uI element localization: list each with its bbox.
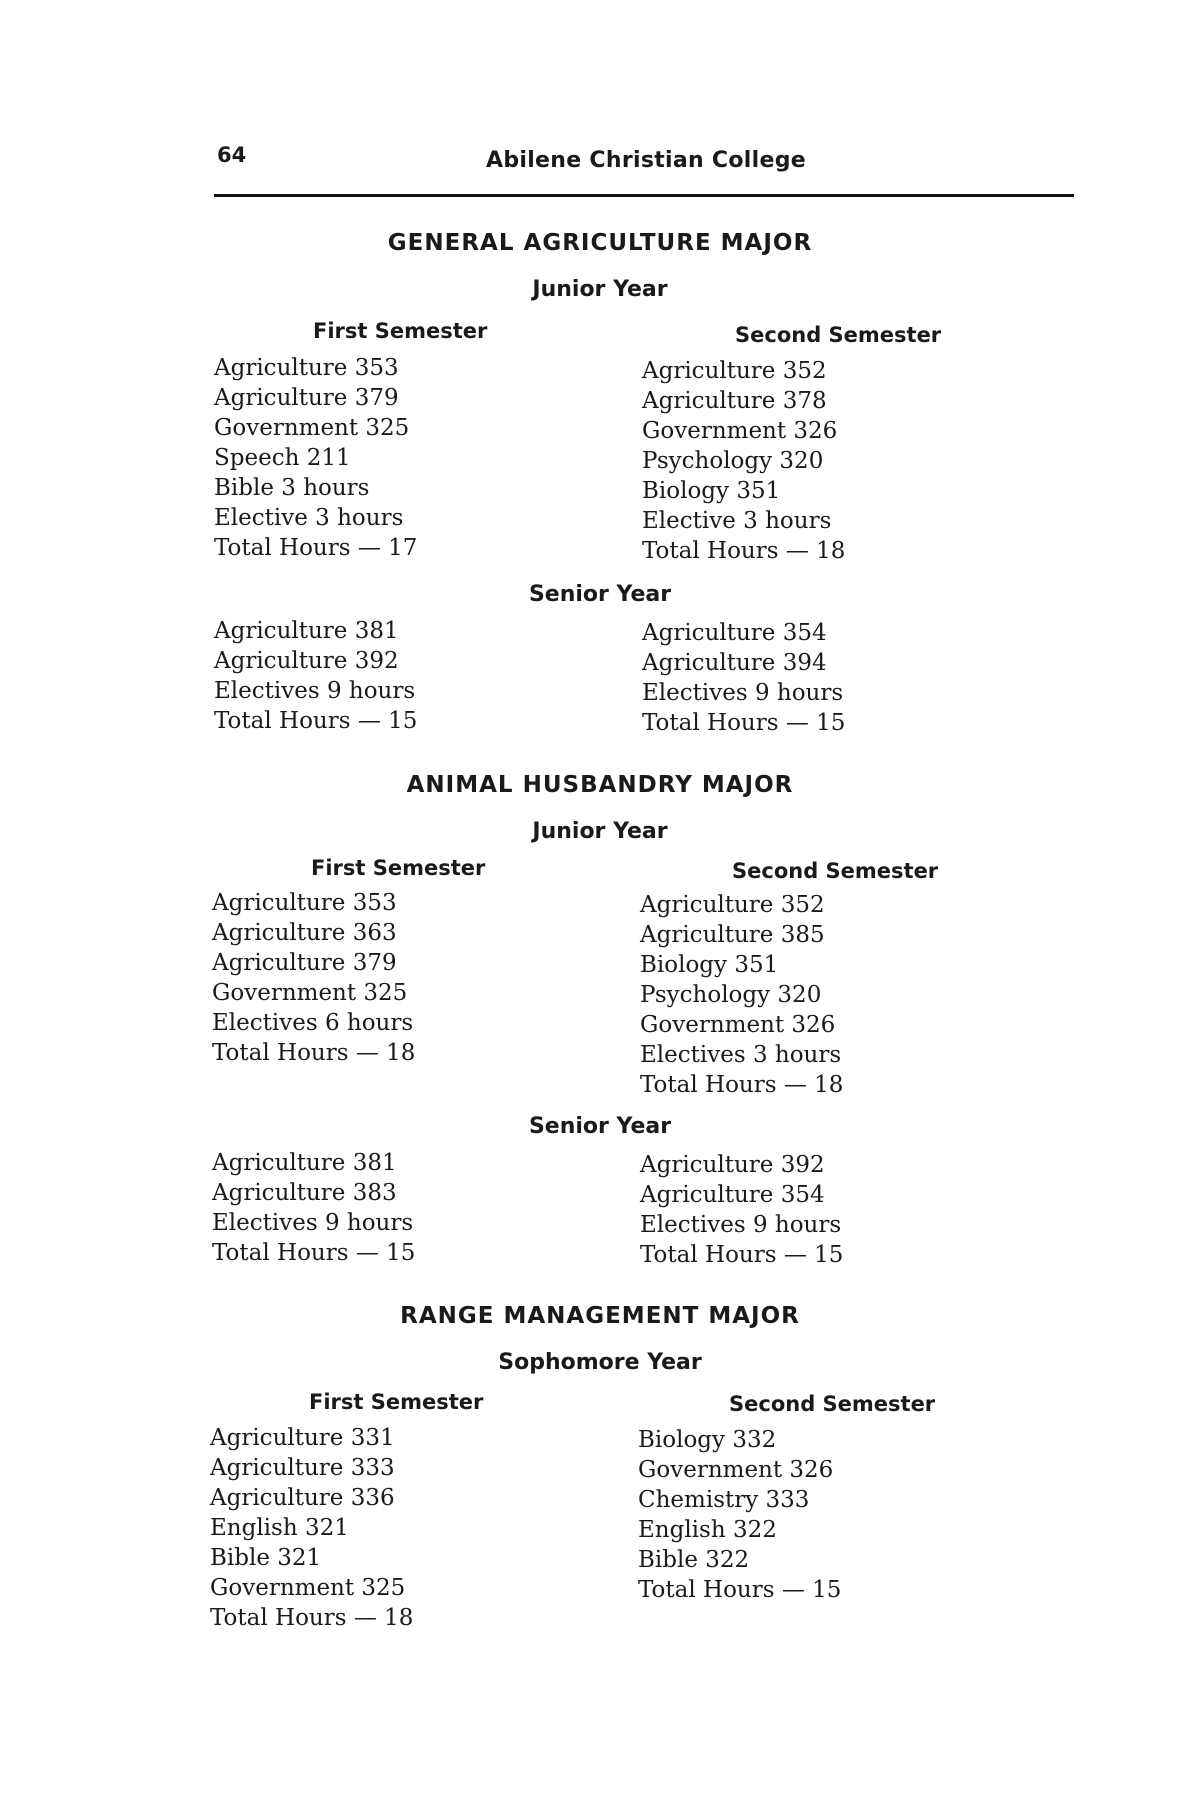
course-item: Government 325 bbox=[210, 1575, 406, 1601]
animal-junior-year-label: Junior Year bbox=[532, 819, 668, 844]
gen-ag-junior-first-semester-courses bbox=[214, 353, 417, 563]
course-item: Government 326 bbox=[642, 418, 838, 444]
range-first-semester-courses bbox=[210, 1423, 413, 1633]
course-item: Total Hours — 15 bbox=[214, 708, 418, 734]
course-item: Total Hours — 15 bbox=[642, 710, 846, 736]
course-item: Government 325 bbox=[212, 980, 408, 1006]
course-item: Psychology 320 bbox=[640, 982, 822, 1008]
gen-ag-junior-first-semester-heading: First Semester bbox=[313, 319, 488, 343]
range-management-major-title: RANGE MANAGEMENT MAJOR bbox=[400, 1303, 800, 1329]
animal-junior-first-semester-courses bbox=[212, 888, 415, 1068]
course-item: Electives 9 hours bbox=[640, 1212, 842, 1238]
course-item: Agriculture 379 bbox=[214, 385, 399, 411]
course-item: Electives 9 hours bbox=[212, 1210, 414, 1236]
course-item: Speech 211 bbox=[214, 445, 351, 471]
course-item: Agriculture 363 bbox=[212, 920, 397, 946]
course-item: Total Hours — 18 bbox=[210, 1605, 414, 1631]
course-item: Psychology 320 bbox=[642, 448, 824, 474]
range-second-semester-heading: Second Semester bbox=[729, 1392, 936, 1416]
course-item: Total Hours — 18 bbox=[212, 1040, 416, 1066]
animal-junior-second-semester-courses bbox=[640, 890, 843, 1100]
course-item: Electives 6 hours bbox=[212, 1010, 414, 1036]
gen-ag-senior-first-semester-courses bbox=[214, 616, 417, 736]
course-item: Electives 3 hours bbox=[640, 1042, 842, 1068]
course-item: Bible 322 bbox=[638, 1547, 750, 1573]
course-item: Bible 3 hours bbox=[214, 475, 370, 501]
course-item: Total Hours — 18 bbox=[640, 1072, 844, 1098]
animal-junior-second-semester-heading: Second Semester bbox=[732, 859, 939, 883]
gen-ag-senior-second-semester-courses bbox=[642, 618, 845, 738]
course-item: Government 325 bbox=[214, 415, 410, 441]
course-item: Total Hours — 17 bbox=[214, 535, 418, 561]
course-item: Total Hours — 15 bbox=[638, 1577, 842, 1603]
range-second-semester-courses bbox=[638, 1425, 841, 1605]
course-item: Electives 9 hours bbox=[642, 680, 844, 706]
course-item: Agriculture 353 bbox=[212, 890, 397, 916]
animal-senior-year-label: Senior Year bbox=[528, 1114, 672, 1139]
course-item: Agriculture 379 bbox=[212, 950, 397, 976]
course-item: Agriculture 336 bbox=[210, 1485, 395, 1511]
course-item: Biology 351 bbox=[642, 478, 781, 504]
course-item: Total Hours — 15 bbox=[212, 1240, 416, 1266]
course-item: Agriculture 353 bbox=[214, 355, 399, 381]
gen-ag-junior-second-semester-courses bbox=[642, 356, 845, 566]
course-item: Agriculture 385 bbox=[640, 922, 825, 948]
animal-senior-second-semester-courses bbox=[640, 1150, 843, 1270]
course-item: Biology 351 bbox=[640, 952, 779, 978]
course-item: Bible 321 bbox=[210, 1545, 322, 1571]
animal-husbandry-major-title: ANIMAL HUSBANDRY MAJOR bbox=[406, 772, 794, 798]
header-rule bbox=[214, 194, 1074, 197]
course-item: Chemistry 333 bbox=[638, 1487, 810, 1513]
range-sophomore-year-label: Sophomore Year bbox=[498, 1350, 702, 1375]
course-item: Elective 3 hours bbox=[214, 505, 404, 531]
range-first-semester-heading: First Semester bbox=[309, 1390, 484, 1414]
course-item: Agriculture 381 bbox=[214, 618, 399, 644]
general-agriculture-major-title: GENERAL AGRICULTURE MAJOR bbox=[387, 230, 813, 256]
course-item: Government 326 bbox=[638, 1457, 834, 1483]
course-item: Agriculture 381 bbox=[212, 1150, 397, 1176]
course-item: Agriculture 331 bbox=[210, 1425, 395, 1451]
course-item: Agriculture 392 bbox=[640, 1152, 825, 1178]
course-item: English 322 bbox=[638, 1517, 777, 1543]
course-item: Agriculture 378 bbox=[642, 388, 827, 414]
course-item: Total Hours — 18 bbox=[642, 538, 846, 564]
gen-ag-senior-year-label: Senior Year bbox=[528, 582, 672, 607]
course-item: Agriculture 354 bbox=[642, 620, 827, 646]
running-header-title: Abilene Christian College bbox=[486, 148, 806, 173]
course-item: Agriculture 333 bbox=[210, 1455, 395, 1481]
gen-ag-junior-year-label: Junior Year bbox=[532, 277, 668, 302]
animal-junior-first-semester-heading: First Semester bbox=[311, 856, 486, 880]
course-item: Agriculture 394 bbox=[642, 650, 827, 676]
course-item: Biology 332 bbox=[638, 1427, 777, 1453]
course-item: Agriculture 352 bbox=[640, 892, 825, 918]
page-number: 64 bbox=[217, 143, 247, 167]
animal-senior-first-semester-courses bbox=[212, 1148, 415, 1268]
course-item: Agriculture 383 bbox=[212, 1180, 397, 1206]
gen-ag-junior-second-semester-heading: Second Semester bbox=[735, 323, 942, 347]
course-item: Government 326 bbox=[640, 1012, 836, 1038]
course-item: Agriculture 392 bbox=[214, 648, 399, 674]
course-item: English 321 bbox=[210, 1515, 349, 1541]
course-item: Elective 3 hours bbox=[642, 508, 832, 534]
course-item: Agriculture 352 bbox=[642, 358, 827, 384]
course-item: Electives 9 hours bbox=[214, 678, 416, 704]
course-item: Agriculture 354 bbox=[640, 1182, 825, 1208]
course-item: Total Hours — 15 bbox=[640, 1242, 844, 1268]
